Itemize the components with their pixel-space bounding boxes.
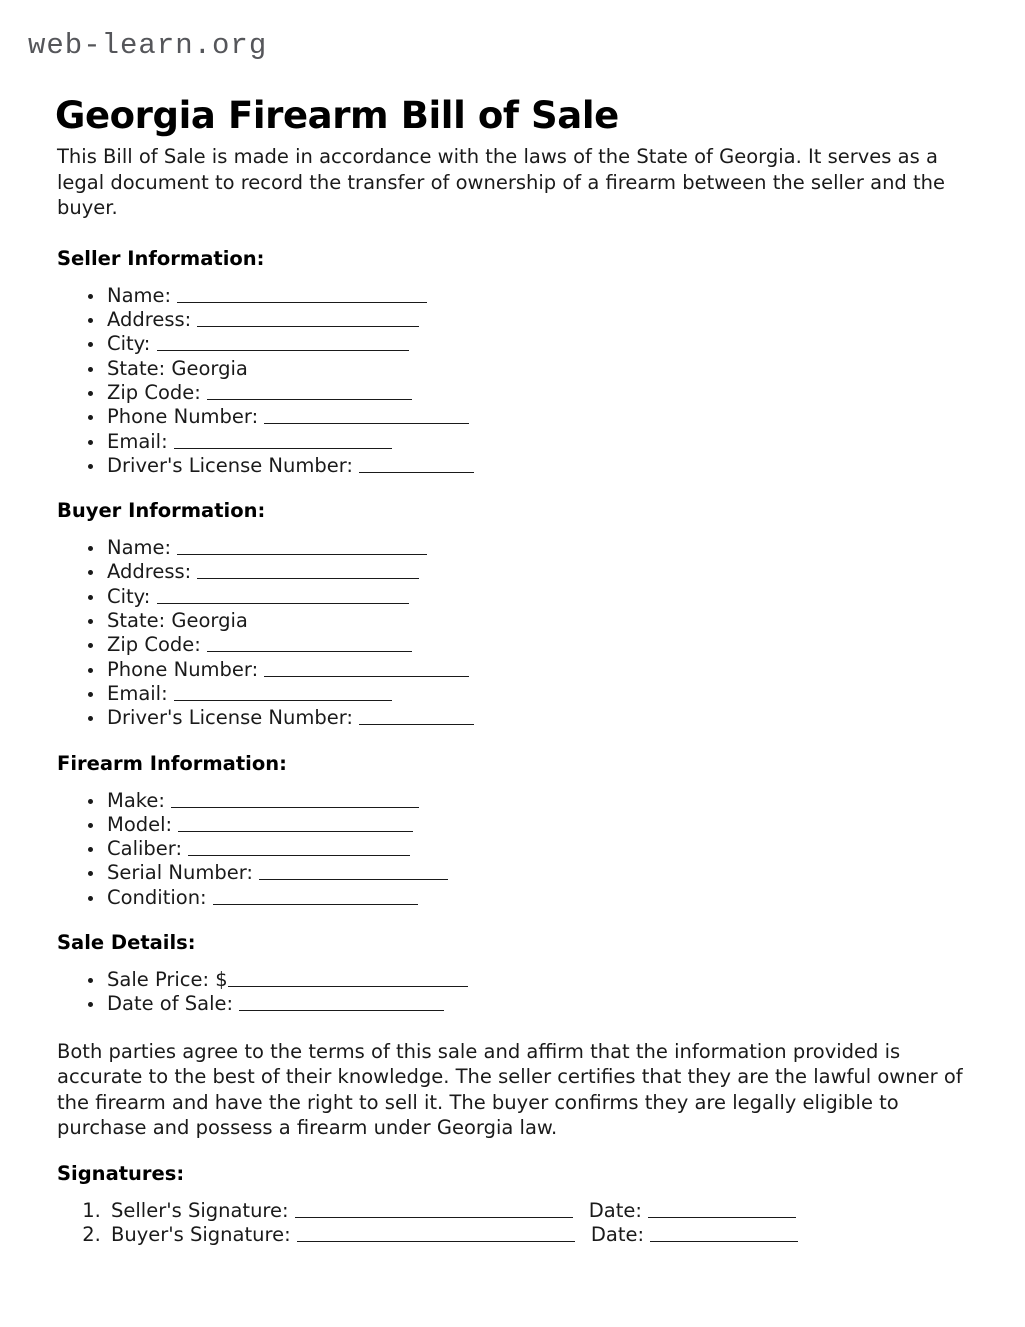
- page-title: Georgia Firearm Bill of Sale: [55, 93, 619, 137]
- fill-in-blank[interactable]: [174, 682, 392, 701]
- signature-blank[interactable]: [297, 1223, 575, 1242]
- section-heading-sale-details: Sale Details:: [57, 931, 196, 955]
- list-item: [105, 837, 969, 861]
- fill-in-blank[interactable]: [359, 706, 474, 725]
- fill-in-blank[interactable]: [239, 992, 444, 1011]
- list-item: [107, 1223, 969, 1247]
- field-label: Address:: [107, 308, 198, 332]
- field-label: Email:: [107, 429, 174, 453]
- field-label: Model:: [107, 812, 179, 836]
- list-item: [105, 813, 969, 837]
- field-label: Driver's License Number:: [107, 453, 360, 477]
- list-item: [105, 284, 969, 308]
- date-blank[interactable]: [648, 1199, 796, 1218]
- list-item: [105, 560, 969, 584]
- list-item: [105, 633, 969, 657]
- list-item: [105, 381, 969, 405]
- fill-in-blank[interactable]: [264, 405, 469, 424]
- list-item: [105, 789, 969, 813]
- list-item: [105, 706, 969, 730]
- fill-in-blank[interactable]: [259, 861, 448, 880]
- fill-in-blank[interactable]: [174, 430, 392, 449]
- fill-in-blank[interactable]: [177, 284, 427, 303]
- field-label: Date of Sale:: [107, 992, 240, 1016]
- field-label: Name:: [107, 283, 178, 307]
- list-item: [105, 308, 969, 332]
- list-item: [105, 861, 969, 885]
- fill-in-blank[interactable]: [213, 886, 418, 905]
- field-label: Name:: [107, 536, 178, 560]
- signature-blank[interactable]: [295, 1199, 573, 1218]
- fill-in-blank[interactable]: [207, 633, 412, 652]
- list-item: [105, 405, 969, 429]
- fill-in-blank[interactable]: [157, 332, 409, 351]
- list-item: [105, 609, 969, 633]
- section-heading-seller: Seller Information:: [57, 246, 265, 270]
- fill-in-blank[interactable]: [228, 968, 468, 987]
- field-label: Condition:: [107, 885, 213, 909]
- agreement-paragraph: Both parties agree to the terms of this sale and affirm that the information provided is accurate to the best of their knowledge. The seller certifies that they are the lawful owner of the firearm and have the right to sell it. The buyer confirms they are legally eligible to purchase and possess a firearm under Georgia law.: [57, 1039, 963, 1140]
- signature-list: [57, 1199, 969, 1248]
- fill-in-blank[interactable]: [171, 789, 419, 808]
- fill-in-blank[interactable]: [178, 813, 413, 832]
- list-item: [105, 886, 969, 910]
- firearm-field-list: [57, 789, 969, 910]
- list-item: [105, 585, 969, 609]
- field-label: Sale Price: $: [107, 968, 228, 992]
- fill-in-blank[interactable]: [197, 308, 419, 327]
- list-item: [105, 332, 969, 356]
- section-heading-signatures: Signatures:: [57, 1161, 185, 1185]
- list-item: [105, 430, 969, 454]
- field-label: Zip Code:: [107, 633, 208, 657]
- field-label: Address:: [107, 560, 198, 584]
- field-label: Phone Number:: [107, 405, 265, 429]
- date-label: Date:: [590, 1223, 651, 1247]
- field-label: Email:: [107, 681, 174, 705]
- list-item: [107, 1199, 969, 1223]
- field-label: Driver's License Number:: [107, 706, 360, 730]
- intro-paragraph: This Bill of Sale is made in accordance with the laws of the State of Georgia. It serves as a legal document to record the transfer of ownership of a firearm between the seller and the buyer.: [57, 145, 946, 220]
- list-item: [105, 968, 969, 992]
- field-label: City:: [107, 332, 157, 356]
- fill-in-blank[interactable]: [177, 536, 427, 555]
- date-blank[interactable]: [650, 1223, 798, 1242]
- field-label: City:: [107, 584, 157, 608]
- buyer-field-list: [57, 536, 969, 730]
- field-label: Serial Number:: [107, 861, 260, 885]
- fill-in-blank[interactable]: [264, 658, 469, 677]
- list-item: [105, 658, 969, 682]
- field-label: Caliber:: [107, 837, 189, 861]
- fill-in-blank[interactable]: [197, 561, 419, 580]
- fill-in-blank[interactable]: [188, 837, 410, 856]
- site-brand-watermark: web-learn.org: [28, 29, 268, 62]
- sale-details-field-list: [57, 968, 969, 1017]
- date-label: Date:: [588, 1198, 649, 1222]
- list-item: [105, 536, 969, 560]
- signature-label: Buyer's Signature:: [111, 1223, 297, 1247]
- field-label: Phone Number:: [107, 657, 265, 681]
- seller-field-list: [57, 284, 969, 478]
- document-body: [57, 144, 969, 1248]
- list-item: [105, 992, 969, 1016]
- field-label: State: Georgia: [107, 356, 248, 380]
- field-label: Zip Code:: [107, 380, 208, 404]
- list-item: [105, 454, 969, 478]
- fill-in-blank[interactable]: [157, 585, 409, 604]
- list-item: [105, 682, 969, 706]
- fill-in-blank[interactable]: [359, 454, 474, 473]
- section-heading-buyer: Buyer Information:: [57, 499, 266, 523]
- field-label: Make:: [107, 788, 172, 812]
- list-item: [105, 357, 969, 381]
- field-label: State: Georgia: [107, 609, 248, 633]
- signature-label: Seller's Signature:: [111, 1198, 295, 1222]
- section-heading-firearm: Firearm Information:: [57, 751, 287, 775]
- fill-in-blank[interactable]: [207, 381, 412, 400]
